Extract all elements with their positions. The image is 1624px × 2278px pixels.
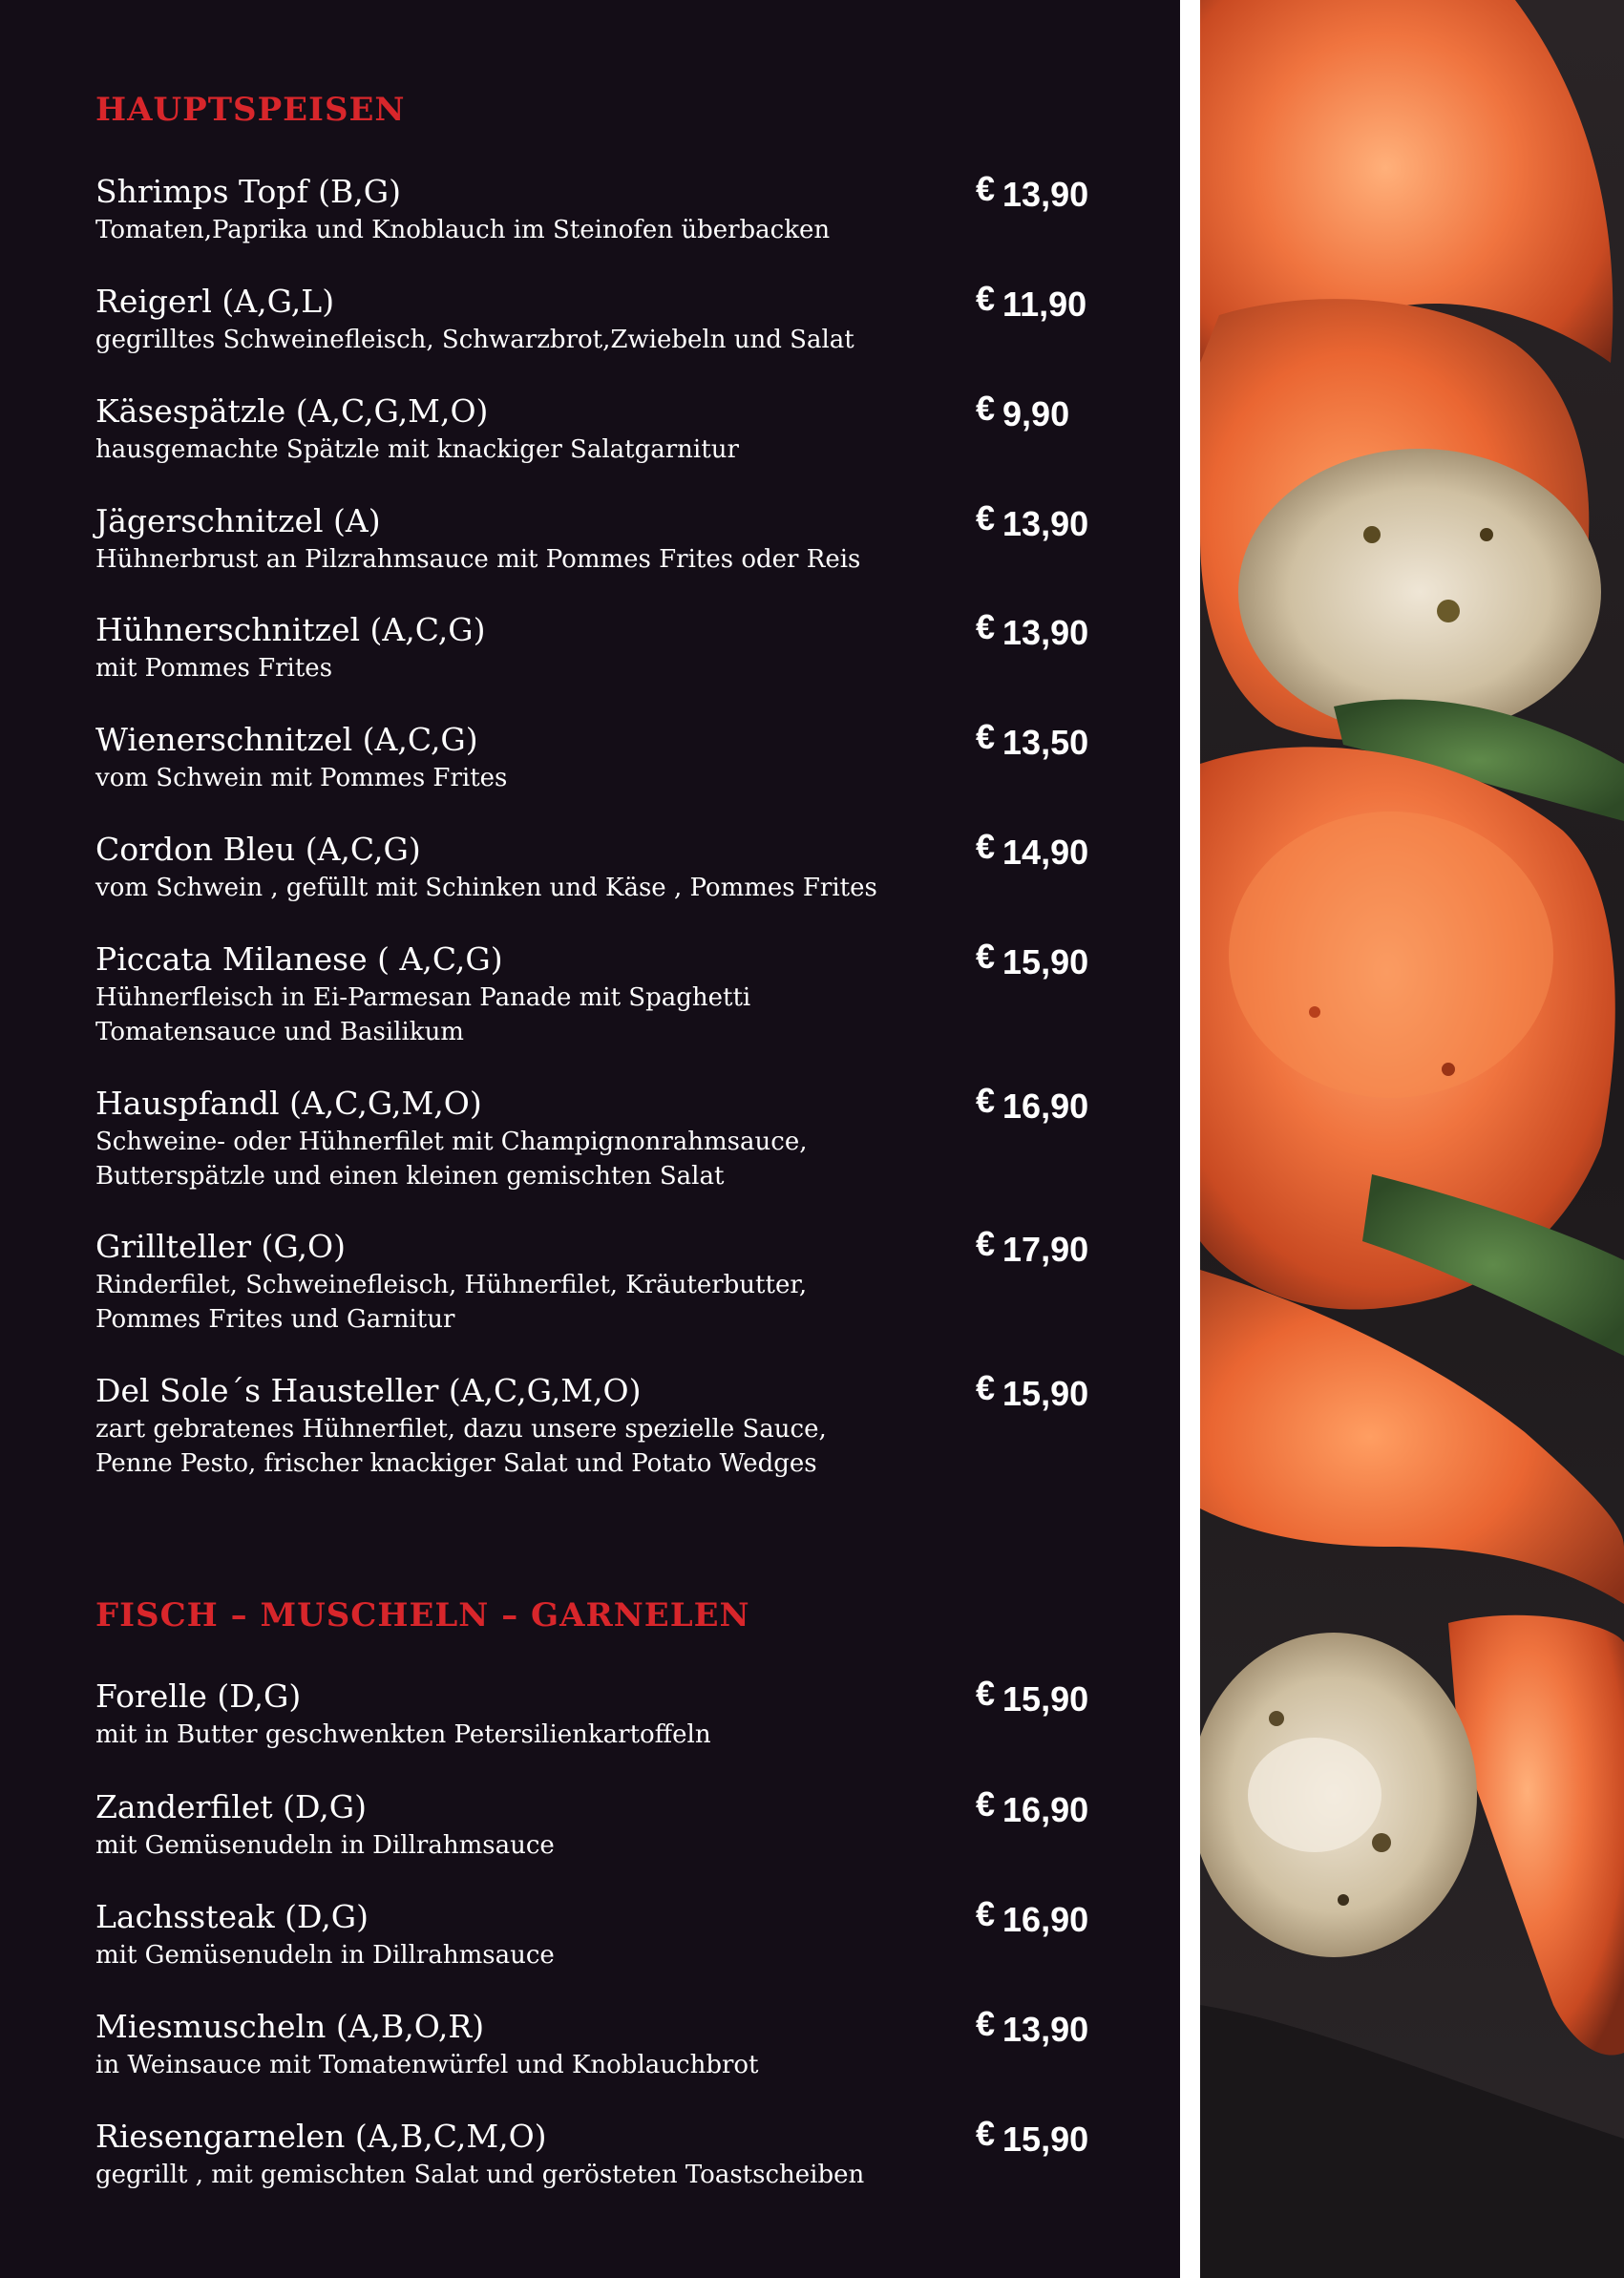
item-price: [976, 1894, 1089, 1939]
item-price-value: 11,90: [1002, 285, 1087, 324]
item-name: Zanderfilet (D,G): [95, 1788, 368, 1825]
item-name: Lachssteak (D,G): [95, 1898, 369, 1935]
menu-item: [95, 2004, 1098, 2082]
menu-item: [95, 1224, 1098, 1337]
item-price-value: 13,90: [1002, 504, 1089, 543]
item-price-value: 13,90: [1002, 613, 1089, 652]
item-price-value: 15,90: [1002, 1374, 1089, 1413]
item-name: Käsespätzle (A,C,G,M,O): [95, 392, 489, 430]
item-price: [976, 827, 1089, 872]
item-name: Wienerschnitzel (A,C,G): [95, 721, 478, 758]
menu-item: [95, 717, 1098, 795]
menu-item: [95, 1674, 1098, 1752]
item-price: [976, 279, 1087, 324]
menu-item: [95, 1784, 1098, 1863]
item-price-value: 15,90: [1002, 1679, 1089, 1719]
euro-sign: €: [976, 1674, 996, 1713]
item-description: Rinderfilet, Schweinefleisch, Hühnerfilet, Kräuterbutter, Pommes Frites und Garnitur: [95, 1271, 808, 1334]
euro-sign: €: [976, 1081, 996, 1120]
item-price: [976, 1081, 1089, 1126]
euro-sign: €: [976, 279, 996, 318]
item-price-value: 16,90: [1002, 1900, 1089, 1939]
menu-item: [95, 827, 1098, 905]
euro-sign: €: [976, 937, 996, 976]
item-price: [976, 2114, 1089, 2159]
item-price-value: 13,50: [1002, 723, 1089, 762]
item-name: Del Sole´s Hausteller (A,C,G,M,O): [95, 1372, 642, 1409]
item-name: Riesengarnelen (A,B,C,M,O): [95, 2118, 547, 2155]
item-name: Grillteller (G,O): [95, 1228, 346, 1265]
menu-item: [95, 169, 1098, 247]
euro-sign: €: [976, 717, 996, 756]
item-name: Jägerschnitzel (A): [95, 502, 381, 539]
section-title-hauptspeisen: HAUPTSPEISEN: [95, 91, 406, 129]
menu-item: [95, 937, 1098, 1049]
item-description: mit Gemüsenudeln in Dillrahmsauce: [95, 1831, 555, 1860]
item-name: Miesmuscheln (A,B,O,R): [95, 2008, 485, 2045]
menu-item: [95, 1894, 1098, 1972]
item-description: mit Gemüsenudeln in Dillrahmsauce: [95, 1941, 555, 1970]
item-description: gegrilltes Schweinefleisch, Schwarzbrot,Zwiebeln und Salat: [95, 326, 854, 354]
euro-sign: €: [976, 607, 996, 646]
euro-sign: €: [976, 1784, 996, 1824]
item-name: Shrimps Topf (B,G): [95, 173, 402, 210]
item-description: Schweine- oder Hühnerfilet mit Champignonrahmsauce, Butterspätzle und einen kleinen gemischten Salat: [95, 1128, 808, 1191]
item-description: mit Pommes Frites: [95, 654, 333, 683]
item-description: vom Schwein , gefüllt mit Schinken und Käse , Pommes Frites: [95, 874, 877, 902]
grilled-prawns-photo: [1200, 0, 1624, 2278]
item-price-value: 9,90: [1002, 394, 1070, 433]
item-price: [976, 937, 1089, 981]
item-description: mit in Butter geschwenkten Petersilienkartoffeln: [95, 1720, 711, 1749]
menu-item: [95, 389, 1098, 467]
item-price: [976, 1224, 1089, 1269]
item-price: [976, 169, 1089, 214]
item-price-value: 15,90: [1002, 942, 1089, 981]
item-price-value: 16,90: [1002, 1790, 1089, 1829]
item-price-value: 13,90: [1002, 2010, 1089, 2049]
item-price: [976, 389, 1070, 433]
item-price-value: 17,90: [1002, 1230, 1089, 1269]
item-price: [976, 1368, 1089, 1413]
item-price: [976, 2004, 1089, 2049]
menu-item: [95, 279, 1098, 357]
item-price: [976, 607, 1089, 652]
euro-sign: €: [976, 1894, 996, 1933]
item-name: Hauspfandl (A,C,G,M,O): [95, 1085, 482, 1122]
item-description: Tomaten,Paprika und Knoblauch im Steinofen überbacken: [95, 216, 831, 244]
euro-sign: €: [976, 498, 996, 538]
section-title-fisch-muscheln-garnelen: FISCH – MUSCHELN – GARNELEN: [95, 1596, 750, 1635]
menu-item: [95, 1368, 1098, 1481]
item-name: Reigerl (A,G,L): [95, 283, 335, 320]
menu-item: [95, 1081, 1098, 1193]
item-price-value: 15,90: [1002, 2120, 1089, 2159]
item-description: vom Schwein mit Pommes Frites: [95, 764, 508, 792]
item-name: Piccata Milanese ( A,C,G): [95, 940, 503, 978]
euro-sign: €: [976, 827, 996, 866]
item-description: Hühnerfleisch in Ei-Parmesan Panade mit Spaghetti Tomatensauce und Basilikum: [95, 983, 751, 1046]
item-price: [976, 498, 1089, 543]
item-name: Cordon Bleu (A,C,G): [95, 831, 421, 868]
euro-sign: €: [976, 389, 996, 428]
item-description: zart gebratenes Hühnerfilet, dazu unsere spezielle Sauce, Penne Pesto, frischer knackiger Salat und Potato Wedges: [95, 1415, 827, 1478]
item-description: gegrillt , mit gemischten Salat und gerösteten Toastscheiben: [95, 2161, 865, 2189]
item-description: in Weinsauce mit Tomatenwürfel und Knoblauchbrot: [95, 2051, 759, 2079]
item-description: Hühnerbrust an Pilzrahmsauce mit Pommes Frites oder Reis: [95, 545, 861, 574]
menu-item: [95, 607, 1098, 686]
menu-item: [95, 2114, 1098, 2192]
item-price: [976, 1784, 1089, 1829]
item-description: hausgemachte Spätzle mit knackiger Salatgarnitur: [95, 435, 739, 464]
item-price: [976, 1674, 1089, 1719]
item-price-value: 13,90: [1002, 175, 1089, 214]
item-name: Hühnerschnitzel (A,C,G): [95, 611, 486, 648]
euro-sign: €: [976, 2114, 996, 2153]
item-price: [976, 717, 1089, 762]
menu-item: [95, 498, 1098, 577]
item-price-value: 14,90: [1002, 833, 1089, 872]
item-price-value: 16,90: [1002, 1086, 1089, 1126]
euro-sign: €: [976, 169, 996, 208]
euro-sign: €: [976, 2004, 996, 2043]
item-name: Forelle (D,G): [95, 1677, 302, 1715]
euro-sign: €: [976, 1368, 996, 1407]
euro-sign: €: [976, 1224, 996, 1263]
